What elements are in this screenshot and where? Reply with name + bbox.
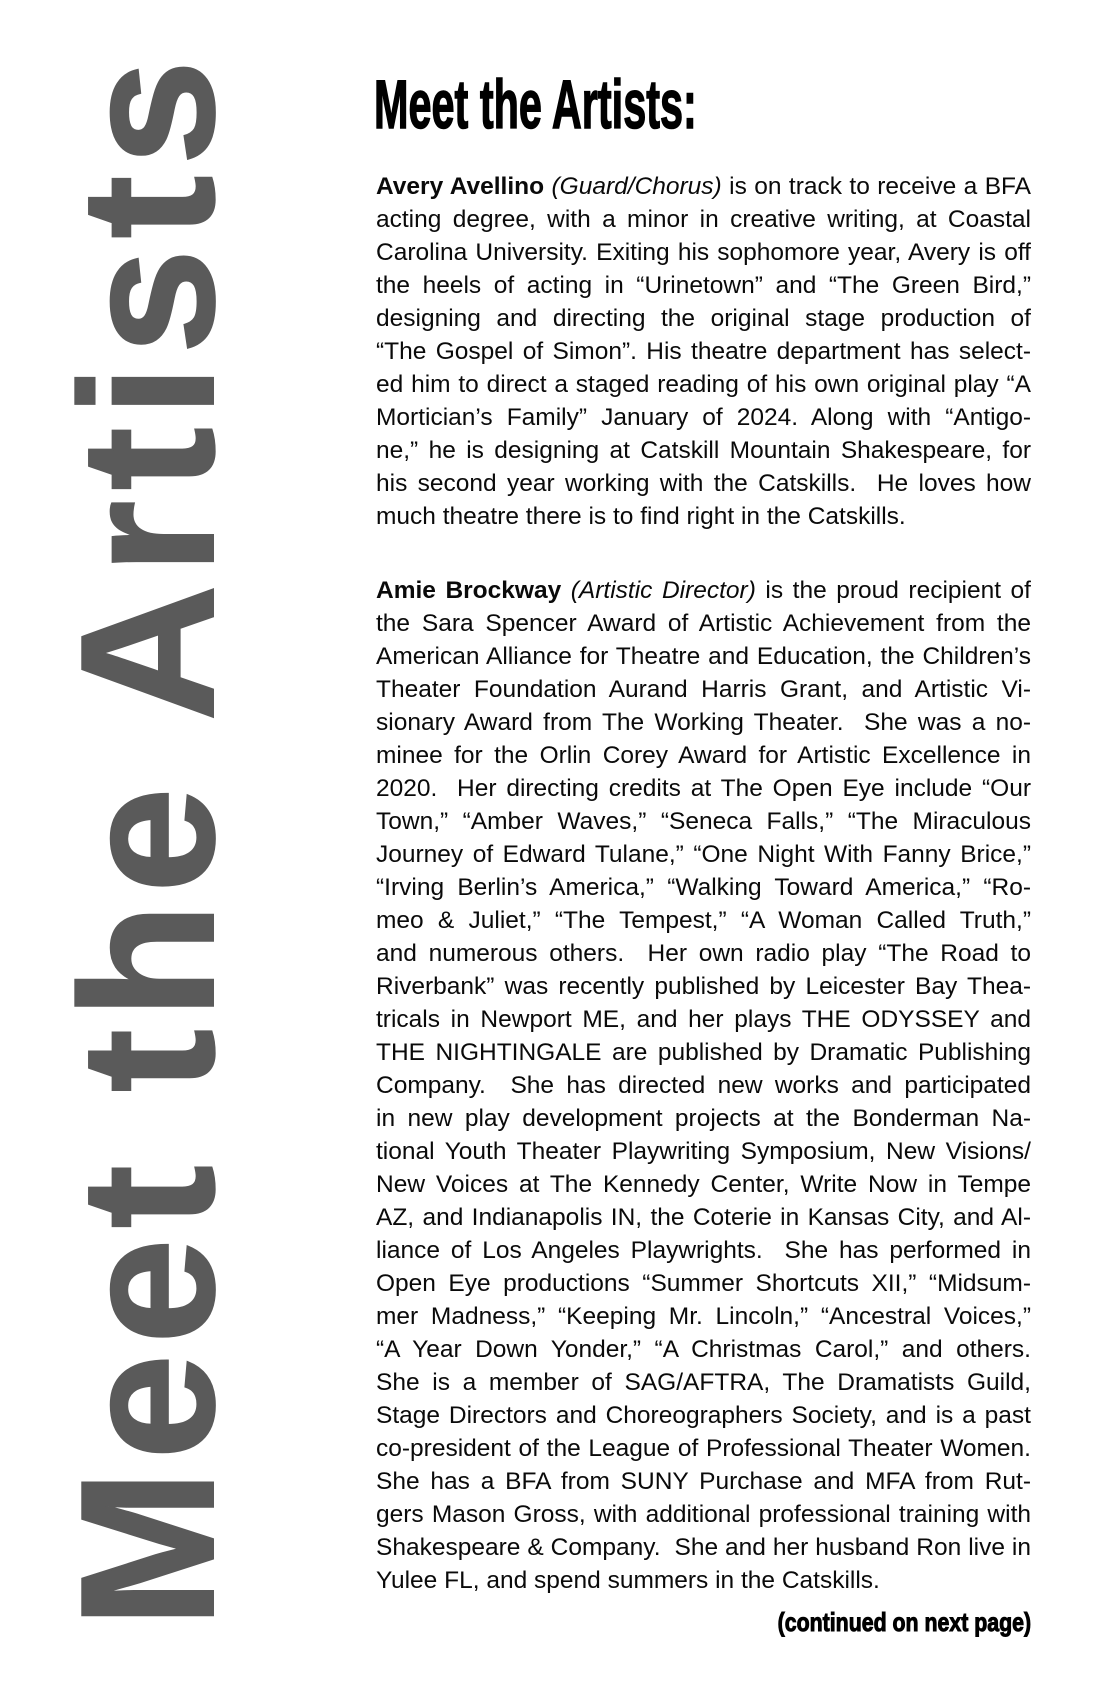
text-line: ed him to direct a staged reading of his own original play “A xyxy=(376,371,1031,398)
text-line: acting degree, with a minor in creative writing, at Coastal xyxy=(376,206,1031,233)
text-line: AZ, and Indianapolis IN, the Coterie in Kansas City, and Al- xyxy=(376,1204,1031,1231)
text-line: and numerous others. Her own radio play “The Road to xyxy=(376,940,1031,967)
text-line: Journey of Edward Tulane,” “One Night With Fanny Brice,” xyxy=(376,841,1031,868)
text-line: ne,” he is designing at Catskill Mountain Shakespeare, for xyxy=(376,437,1031,464)
text-line: Town,” “Amber Waves,” “Seneca Falls,” “The Miraculous xyxy=(376,808,1031,835)
page-title: Meet the Artists: xyxy=(374,66,697,143)
artist-bios xyxy=(376,170,1031,1597)
text-line: meo & Juliet,” “The Tempest,” “A Woman Called Truth,” xyxy=(376,907,1031,934)
text-line: mer Madness,” “Keeping Mr. Lincoln,” “Ancestral Voices,” xyxy=(376,1303,1031,1330)
text-line: the Sara Spencer Award of Artistic Achievement from the xyxy=(376,610,1031,637)
text-line: designing and directing the original stage production of xyxy=(376,305,1031,332)
text-line: tricals in Newport ME, and her plays THE ODYSSEY and xyxy=(376,1006,1031,1033)
text-line: New Voices at The Kennedy Center, Write Now in Tempe xyxy=(376,1171,1031,1198)
text-line: Riverbank” was recently published by Leicester Bay Thea- xyxy=(376,973,1031,1000)
text-line: Open Eye productions “Summer Shortcuts XII,” “Midsum- xyxy=(376,1270,1031,1297)
text-line: liance of Los Angeles Playwrights. She has performed in xyxy=(376,1237,1031,1264)
text-line: sionary Award from The Working Theater. She was a no- xyxy=(376,709,1031,736)
text-line: Avery Avellino (Guard/Chorus) is on track to receive a BFA xyxy=(376,173,1031,200)
text-line: much theatre there is to find right in the Catskills. xyxy=(376,503,906,530)
continued-note: (continued on next page) xyxy=(777,1607,1031,1637)
bio-paragraph-amie-brockway xyxy=(376,574,1031,1597)
vertical-page-title-text: Meet the Artists xyxy=(42,49,254,1628)
vertical-page-title xyxy=(42,49,254,1628)
text-line: She is a member of SAG/AFTRA, The Dramatists Guild, xyxy=(376,1369,1031,1396)
text-line: minee for the Orlin Corey Award for Artistic Excellence in xyxy=(376,742,1031,769)
text-line: Amie Brockway (Artistic Director) is the proud recipient of xyxy=(376,577,1031,604)
bio-paragraph-avery-avellino xyxy=(376,170,1031,533)
text-line: gers Mason Gross, with additional professional training with xyxy=(376,1501,1031,1528)
text-line: Mortician’s Family” January of 2024. Along with “Antigo- xyxy=(376,404,1031,431)
text-line: 2020. Her directing credits at The Open Eye include “Our xyxy=(376,775,1031,802)
text-line: the heels of acting in “Urinetown” and “The Green Bird,” xyxy=(376,272,1031,299)
text-line: in new play development projects at the Bonderman Na- xyxy=(376,1105,1031,1132)
text-line: his second year working with the Catskills. He loves how xyxy=(376,470,1031,497)
text-line: Company. She has directed new works and participated xyxy=(376,1072,1031,1099)
text-line: Shakespeare & Company. She and her husband Ron live in xyxy=(376,1534,1031,1561)
text-line: Stage Directors and Choreographers Society, and is a past xyxy=(376,1402,1031,1429)
text-line: Theater Foundation Aurand Harris Grant, and Artistic Vi- xyxy=(376,676,1031,703)
text-line: Yulee FL, and spend summers in the Catskills. xyxy=(376,1567,880,1594)
text-line: tional Youth Theater Playwriting Symposium, New Visions/ xyxy=(376,1138,1031,1165)
text-line: American Alliance for Theatre and Education, the Children’s xyxy=(376,643,1031,670)
text-line: “Irving Berlin’s America,” “Walking Toward America,” “Ro- xyxy=(376,874,1031,901)
text-line: Carolina University. Exiting his sophomore year, Avery is off xyxy=(376,239,1031,266)
text-line: “The Gospel of Simon”. His theatre department has select- xyxy=(376,338,1031,365)
text-line: co-president of the League of Professional Theater Women. xyxy=(376,1435,1031,1462)
text-line: “A Year Down Yonder,” “A Christmas Carol,” and others. xyxy=(376,1336,1031,1363)
text-line: She has a BFA from SUNY Purchase and MFA from Rut- xyxy=(376,1468,1031,1495)
text-line: THE NIGHTINGALE are published by Dramatic Publishing xyxy=(376,1039,1031,1066)
